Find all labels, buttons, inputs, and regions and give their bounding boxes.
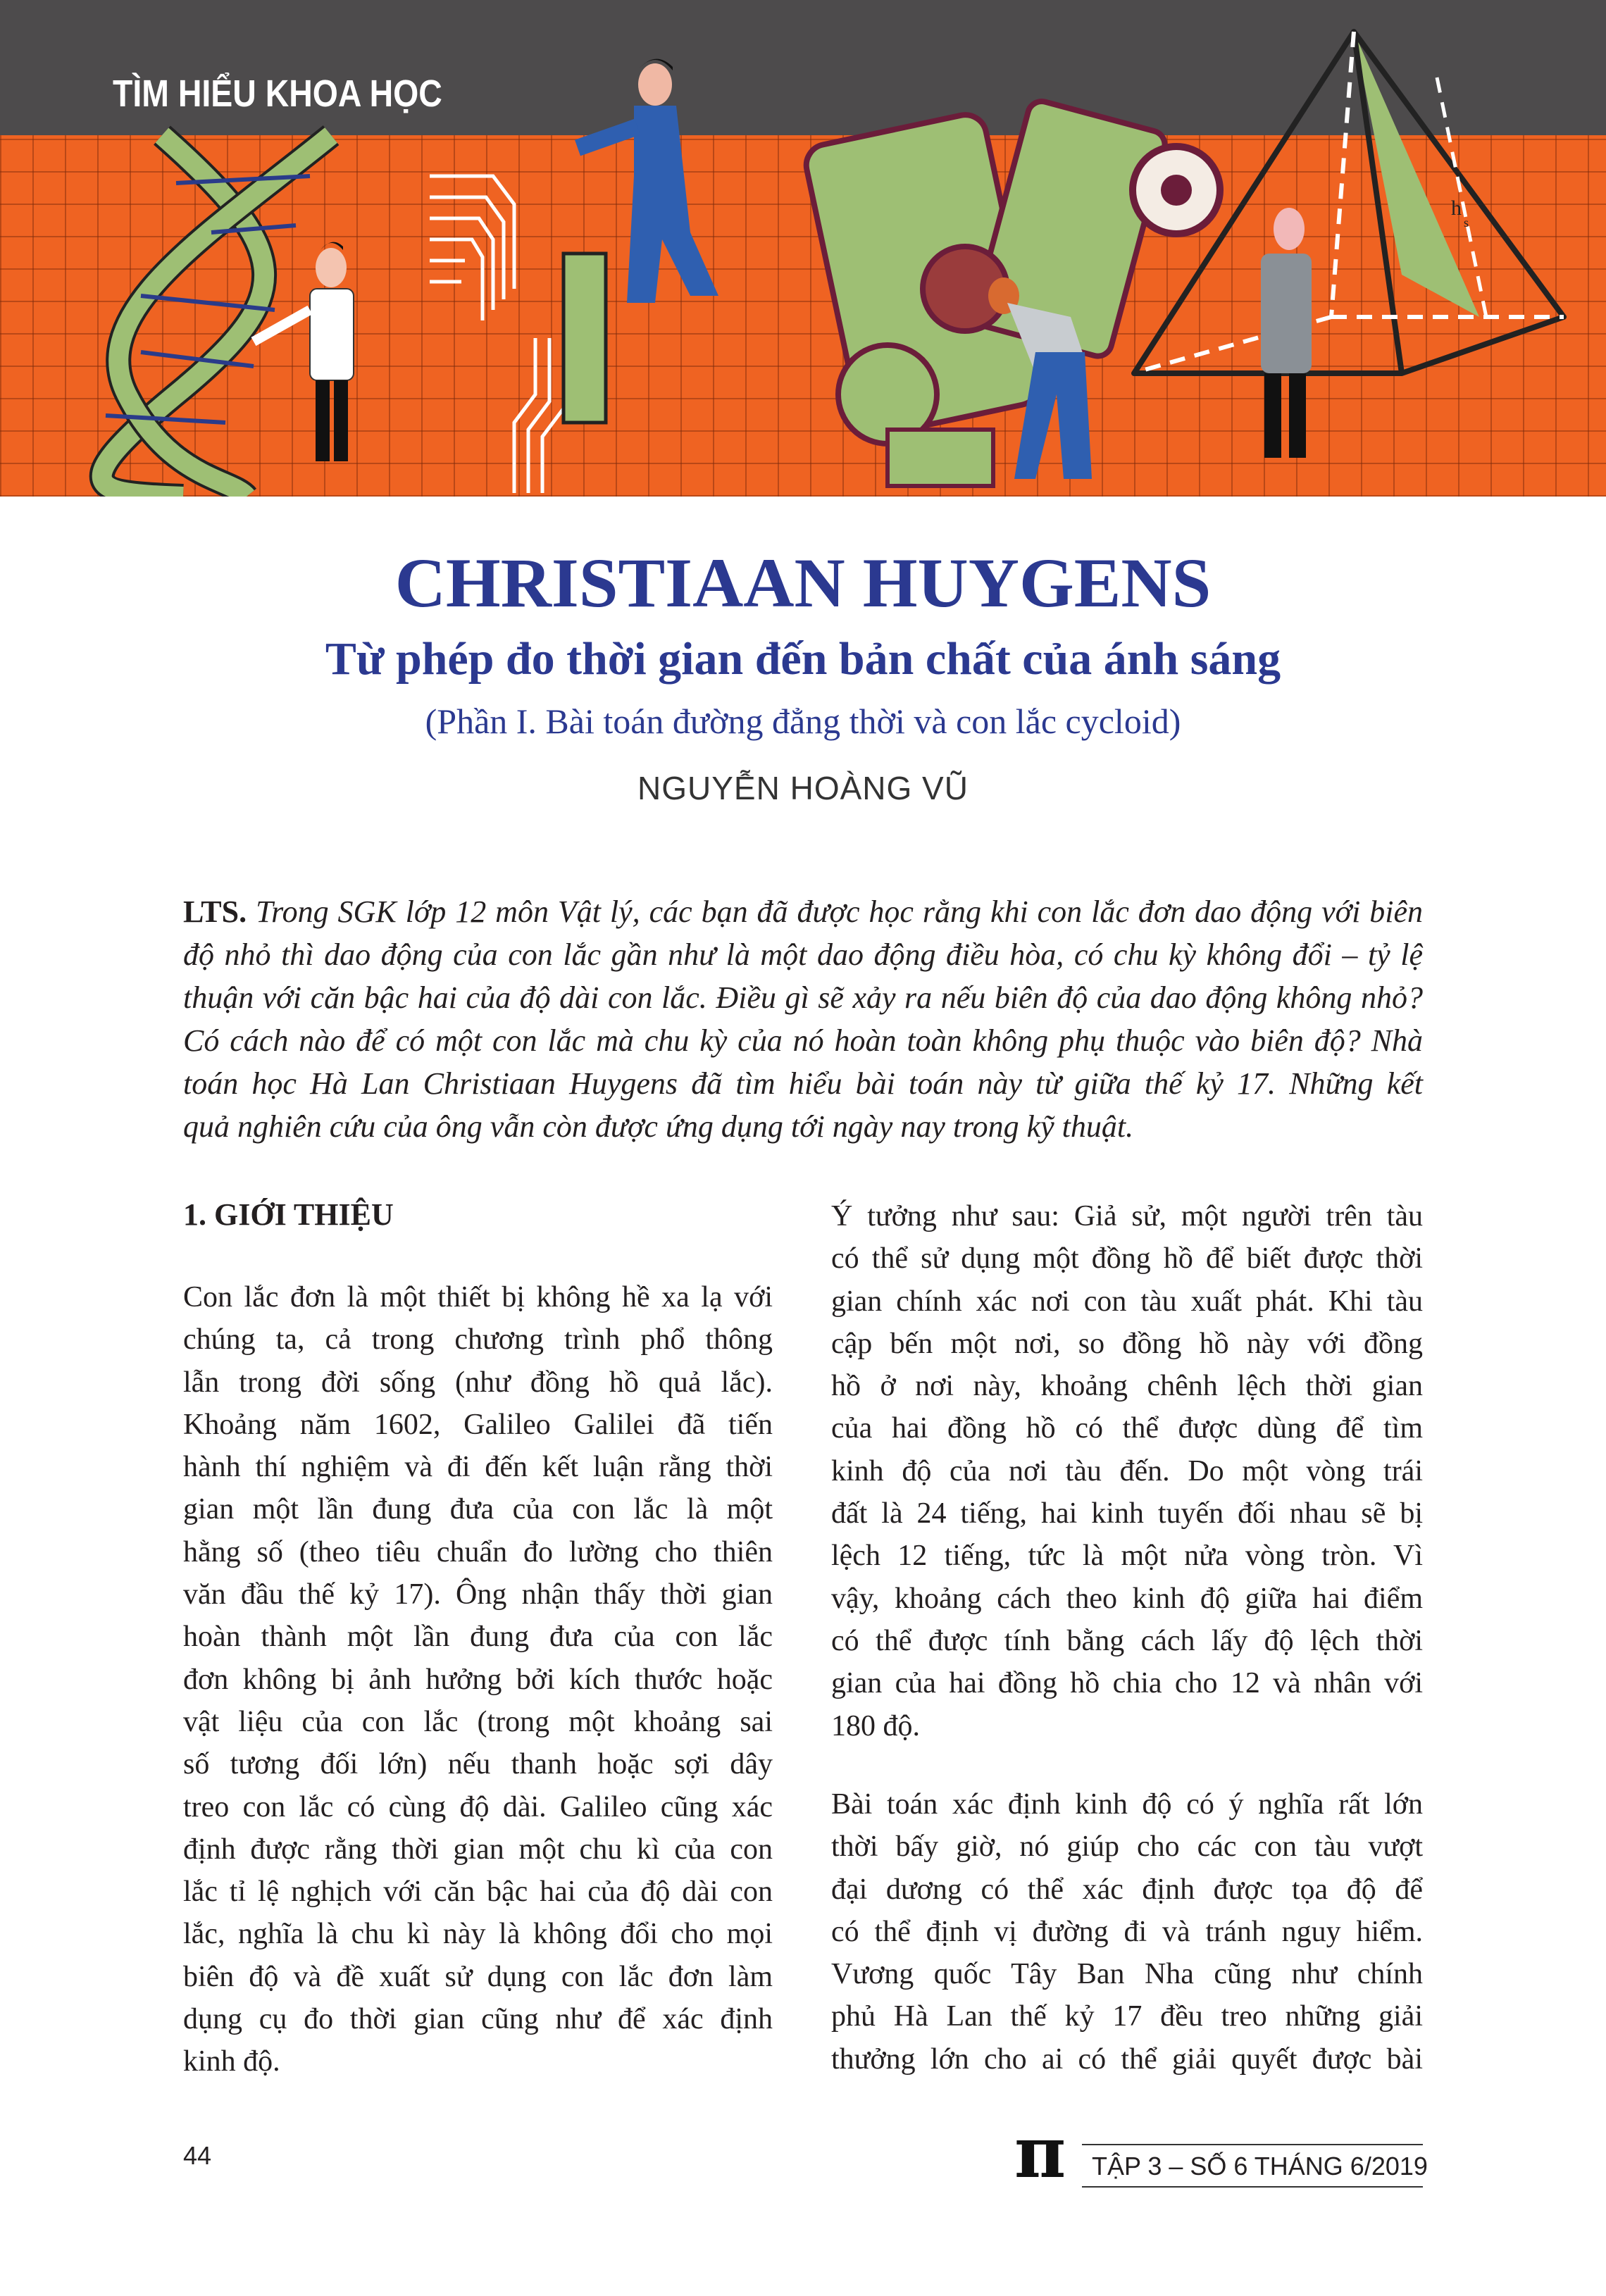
text-line: biên độ và đề xuất sử dụng con lắc đơn làm [183,1960,773,1993]
text-line: số tương đối lớn) nếu thanh hoặc sợi dây [183,1748,773,1781]
text-line: Bài toán xác định kinh độ có ý nghĩa rất lớn [831,1788,1423,1821]
text-line: kinh độ của nơi tàu đến. Do một vòng trái [831,1454,1423,1487]
editor-note-line: toán học Hà Lan Christiaan Huygens đã tìm hiểu bài toán này từ giữa thế kỷ 17. Những kết [183,1066,1423,1101]
text-line: vật liệu của con lắc (trong một khoảng sai [183,1705,773,1738]
text-line: treo con lắc có cùng độ dài. Galileo cũng xác [183,1790,773,1823]
text-line: có thể định vị đường đi và tránh nguy hiểm. [831,1915,1423,1948]
text-line: lắc tỉ lệ nghịch với căn bậc hai của độ dài con [183,1876,773,1909]
text-line: hành thí nghiệm và đi đến kết luận rằng thời [183,1451,773,1484]
text-line: đại dương có thể xác định được tọa độ để [831,1873,1423,1906]
text-line: hồ ở nơi này, khoảng chênh lệch thời gian [831,1370,1423,1403]
page-number: 44 [183,2141,212,2170]
text-line: có thể được tính bằng cách lấy độ lệch thời [831,1624,1423,1657]
text-line: vậy, khoảng cách theo kinh độ giữa hai điểm [831,1582,1423,1615]
text-line: định được rằng thời gian một chu kì của con [183,1833,773,1866]
pyramid-height-subscript: s [1464,216,1469,230]
text-line: của hai đồng hồ có thể được dùng để tìm [831,1412,1423,1445]
text-line: Ý tưởng như sau: Giả sử, một người trên tàu [831,1200,1423,1233]
editor-note-line: quả nghiên cứu của ông vẫn còn được ứng dụng tới ngày nay trong kỹ thuật. [183,1109,1134,1144]
text-line: gian chính xác nơi con tàu xuất phát. Khi tàu [831,1285,1423,1318]
text-line: lẫn trong đời sống (như đồng hồ quả lắc). [183,1366,773,1399]
pyramid-height-label: h [1451,196,1462,220]
section-label: TÌM HIỂU KHOA HỌC [113,73,442,115]
text-line: thời bấy giờ, nó giúp cho các con tàu vượt [831,1830,1423,1864]
text-line: Vương quốc Tây Ban Nha cũng như chính [831,1958,1423,1991]
article-part: (Phần I. Bài toán đường đẳng thời và con lắc cycloid) [425,701,1181,741]
article-author: NGUYỄN HOÀNG VŨ [637,770,969,806]
editor-note-label: LTS. [183,894,247,929]
text-line: kinh độ. [183,2045,280,2078]
scientist-huygens-figure [1261,208,1312,458]
pi-logo-icon: π [1014,2111,1066,2194]
text-line: đơn không bị ảnh hưởng bởi kích thước hoặc [183,1663,773,1696]
issue-footer [1014,2111,1428,2194]
article-title: CHRISTIAAN HUYGENS [394,544,1212,622]
text-line: hoàn thành một lần đung đưa của con lắc [183,1621,773,1654]
editor-note-line: độ nhỏ thì dao động của con lắc gần như là một dao động điều hòa, có chu kỳ không đổi – tỷ lệ [183,937,1423,972]
text-line: lắc, nghĩa là chu kì này là không đổi cho mọi [183,1918,773,1951]
header-illustration [0,0,1606,497]
text-line: cập bến một nơi, so đồng hồ này với đồng [831,1327,1423,1360]
column-2-paragraph-1 [831,1195,1423,1747]
text-line: gian một lần đung đưa của con lắc là một [183,1493,773,1526]
text-line: thưởng lớn cho ai có thể giải quyết được bài [831,2042,1423,2076]
circuit-board-icon [430,176,606,493]
column-1-paragraph [183,1276,773,2083]
editor-note [183,890,1423,1148]
column-2-paragraph-2 [831,1783,1423,2080]
section-heading: 1. GIỚI THIỆU [183,1197,394,1232]
text-line: 180 độ. [831,1709,920,1742]
text-line: chúng ta, cả trong chương trình phổ thông [183,1323,773,1356]
footer-rule [1082,2186,1423,2188]
text-line: Khoảng năm 1602, Galileo Galilei đã tiến [183,1408,773,1441]
editor-note-line: Có cách nào để có một con lắc mà chu kỳ của nó hoàn toàn không phụ thuộc vào biên độ? Nhà [183,1023,1423,1058]
text-line: Con lắc đơn là một thiết bị không hề xa lạ với [183,1281,773,1314]
text-line: văn đầu thế kỷ 17). Ông nhận thấy thời gian [183,1578,773,1611]
text-line: đất là 24 tiếng, hai kinh tuyến đối nhau sẽ bị [831,1497,1423,1530]
editor-note-text: Trong SGK lớp 12 môn Vật lý, các bạn đã được học rằng khi con lắc đơn dao động với biên [256,894,1423,929]
text-line: gian của hai đồng hồ chia cho 12 và nhân với [831,1667,1423,1700]
editor-note-line [183,890,1423,933]
footer-rule [1082,2144,1423,2145]
text-line: phủ Hà Lan thế kỷ 17 đều treo những giải [831,2000,1423,2033]
issue-info: TẬP 3 – SỐ 6 THÁNG 6/2019 [1092,2152,1428,2180]
text-line: hằng số (theo tiêu chuẩn đo lường cho thiên [183,1535,773,1568]
editor-note-line: thuận với căn bậc hai của độ dài con lắc. Điều gì sẽ xảy ra nếu biên độ của dao động không nhỏ? [183,980,1423,1015]
text-line: có thể sử dụng một đồng hồ để biết được thời [831,1242,1423,1275]
text-line: lệch 12 tiếng, tức là một nửa vòng tròn. Vì [831,1540,1423,1573]
article-subtitle: Từ phép đo thời gian đến bản chất của ánh sáng [325,633,1281,685]
text-line: dụng cụ đo thời gian cũng như để xác định [183,2003,773,2036]
